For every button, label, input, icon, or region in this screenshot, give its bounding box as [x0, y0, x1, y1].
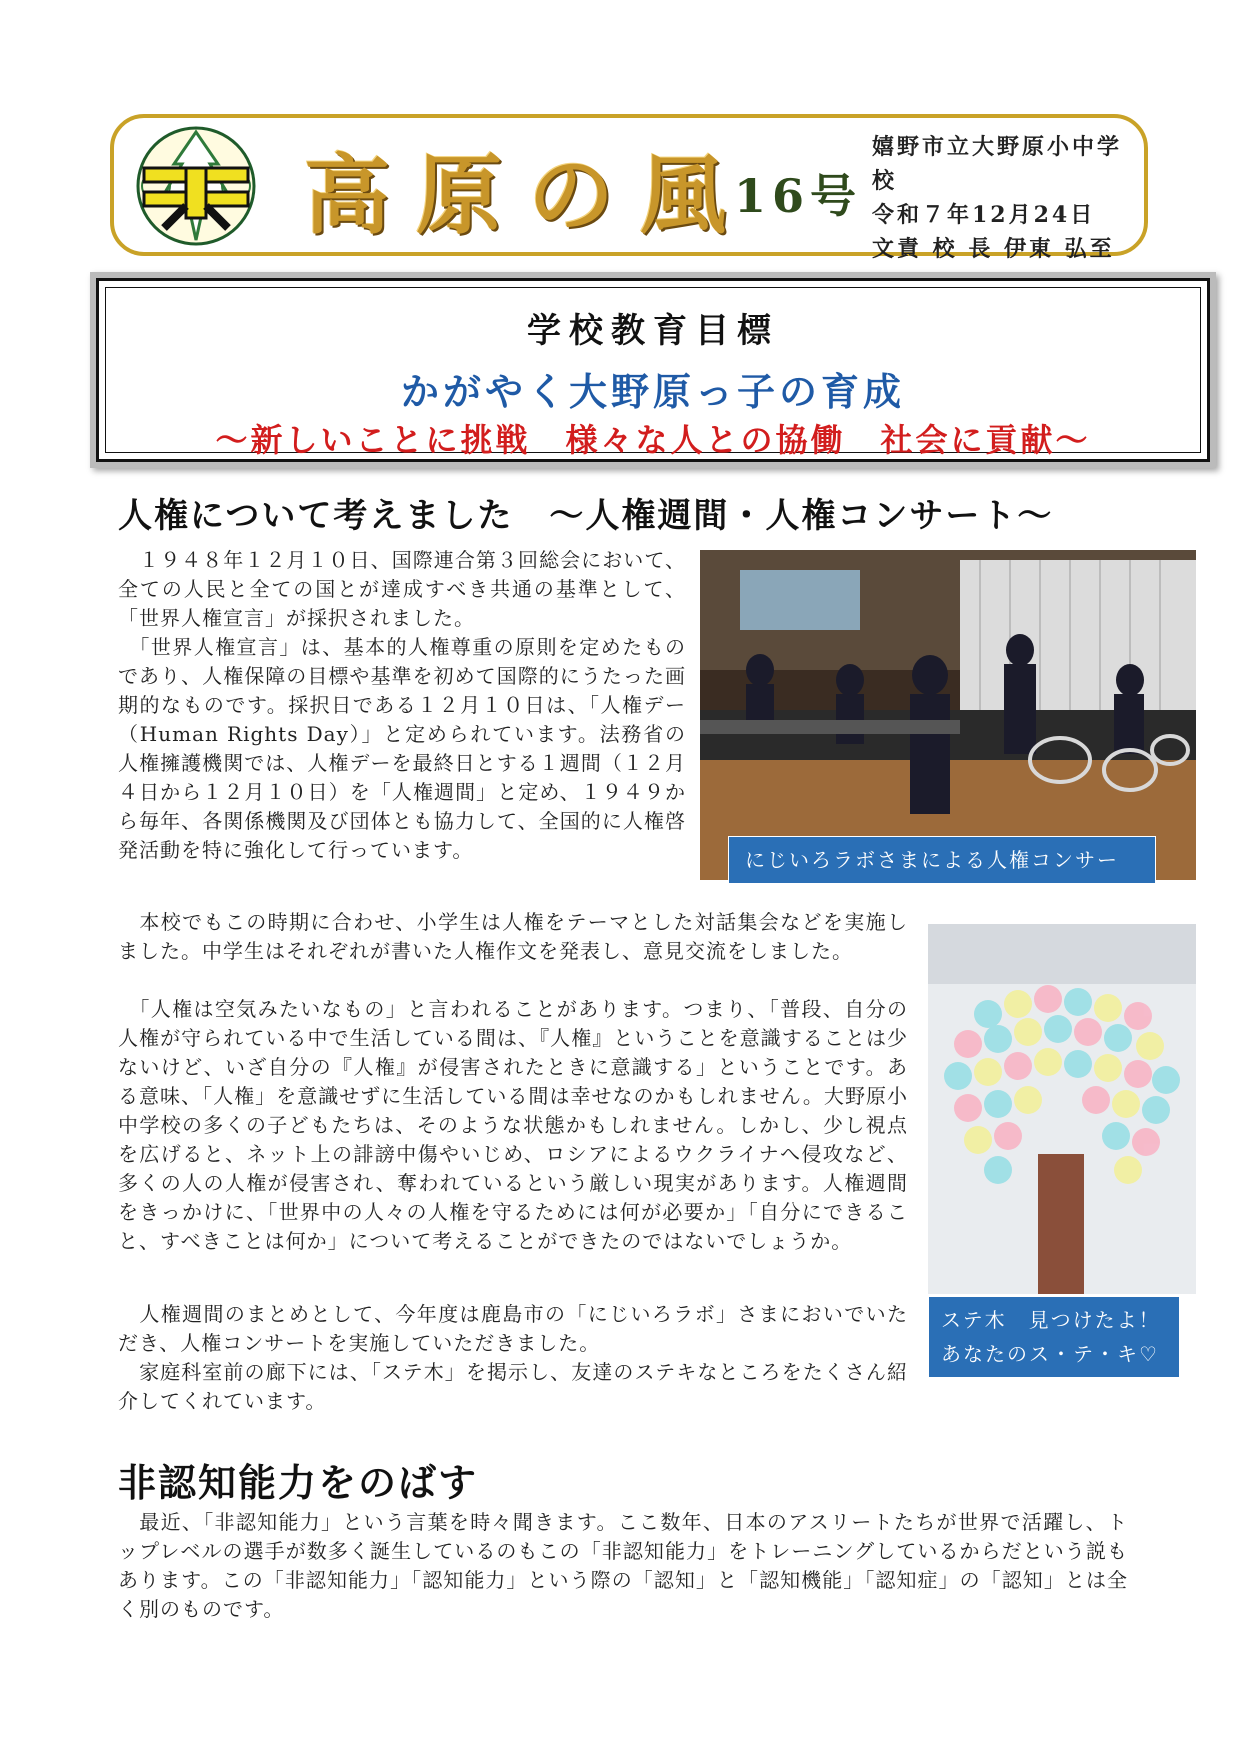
tree-board-illustration — [928, 924, 1196, 1294]
author: 文責 校 長 伊東 弘至 — [872, 236, 1115, 262]
article1-paragraph-1: １９４８年１２月１０日、国際連合第３回総会において、全ての人民と全ての国とが達成すべき共通の基準として、「世界人権宣言」が採択されました。 — [118, 548, 686, 630]
article1-paragraph-5: 人権週間のまとめとして、今年度は鹿島市の「にじいろラボ」さまにおいでいただき、人権コンサートを実施していただきました。 — [118, 1302, 908, 1355]
tree-caption-line-1: ステ木 見つけたよ！ — [941, 1308, 1161, 1332]
concert-photo — [700, 550, 1196, 880]
school-goals-frame — [90, 272, 1216, 468]
article1-heading: 人権について考えました ～人権週間・人権コンサート～ — [118, 496, 1054, 536]
tree-caption-line-2: あなたのス・テ・キ♡ — [941, 1342, 1159, 1366]
school-emblem-logo — [134, 124, 258, 248]
school-goals-box — [96, 278, 1210, 462]
article2-heading: 非認知能力をのばす — [118, 1461, 479, 1505]
concert-photo-illustration — [700, 550, 1196, 880]
goals-main: かがやく大野原っ子の育成 — [400, 369, 905, 414]
article1-paragraph-6: 家庭科室前の廊下には、「ステ木」を掲示し、友達のステキなところをたくさん紹介してくれています。 — [118, 1360, 908, 1413]
school-name: 嬉野市立大野原小中学校 — [872, 134, 1123, 194]
issue-number: 16号 — [734, 169, 863, 223]
tree-board-photo — [928, 924, 1196, 1294]
newsletter-title: 高原の風 — [304, 145, 752, 246]
article2-paragraph-1: 最近、「非認知能力」という言葉を時々聞きます。ここ数年、日本のアスリートたちが世界で活躍し、トップレベルの選手が数多く誕生しているのもこの「非認知能力」をトレーニングしているからだという説もあります。この「非認知能力」「認知能力」という際の「認知」と「認知機能」「認知症」の「認知」とは全く別のものです。 — [118, 1510, 1128, 1621]
tree-photo-caption — [928, 1296, 1180, 1378]
masthead — [110, 114, 1148, 262]
article1-paragraph-2: 「世界人権宣言」は、基本的人権尊重の原則を定めたものであり、人権保障の目標や基準を初めて国際的にうたった画期的なものです。採択日である１２月１０日は、「人権デー（Human Rights Day）」と定められています。法務省の人権擁護機関では、人権デーを最終日とする１週間（１２月４日から１２月１０日）を「人権週間」と定め、１９４９から毎年、各関係機関及び団体とも協力して、全国的に人権啓発活動を特に強化して行っています。 — [118, 635, 686, 862]
goals-sub: ～新しいことに挑戦 様々な人との協働 社会に貢献～ — [215, 421, 1091, 459]
article1-paragraph-3: 本校でもこの時期に合わせ、小学生は人権をテーマとした対話集会などを実施しました。中学生はそれぞれが書いた人権作文を発表し、意見交流をしました。 — [118, 910, 908, 963]
goals-heading: 学校教育目標 — [527, 311, 779, 351]
issue-date: 令和７年12月24日 — [872, 202, 1096, 228]
publication-info — [872, 130, 1144, 266]
concert-photo-caption: にじいろラボさまによる人権コンサート — [728, 836, 1156, 884]
article1-paragraph-4: 「人権は空気みたいなもの」と言われることがあります。つまり、「普段、自分の人権が守られている中で生活している間は、『人権』ということを意識することは少ないけど、いざ自分の『人権』が侵害されたときに意識する」ということです。ある意味、「人権」を意識せずに生活している間は幸せなのかもしれません。大野原小中学校の多くの子どもたちは、そのような状態かもしれません。しかし、少し視点を広げると、ネット上の誹謗中傷やいじめ、ロシアによるウクライナへ侵攻など、多くの人の人権が侵害され、奪われているという厳しい現実があります。人権週間をきっかけに、「世界中の人々の人権を守るためには何が必要か」「自分にできること、すべきことは何か」について考えることができたのではないでしょうか。 — [118, 997, 908, 1253]
